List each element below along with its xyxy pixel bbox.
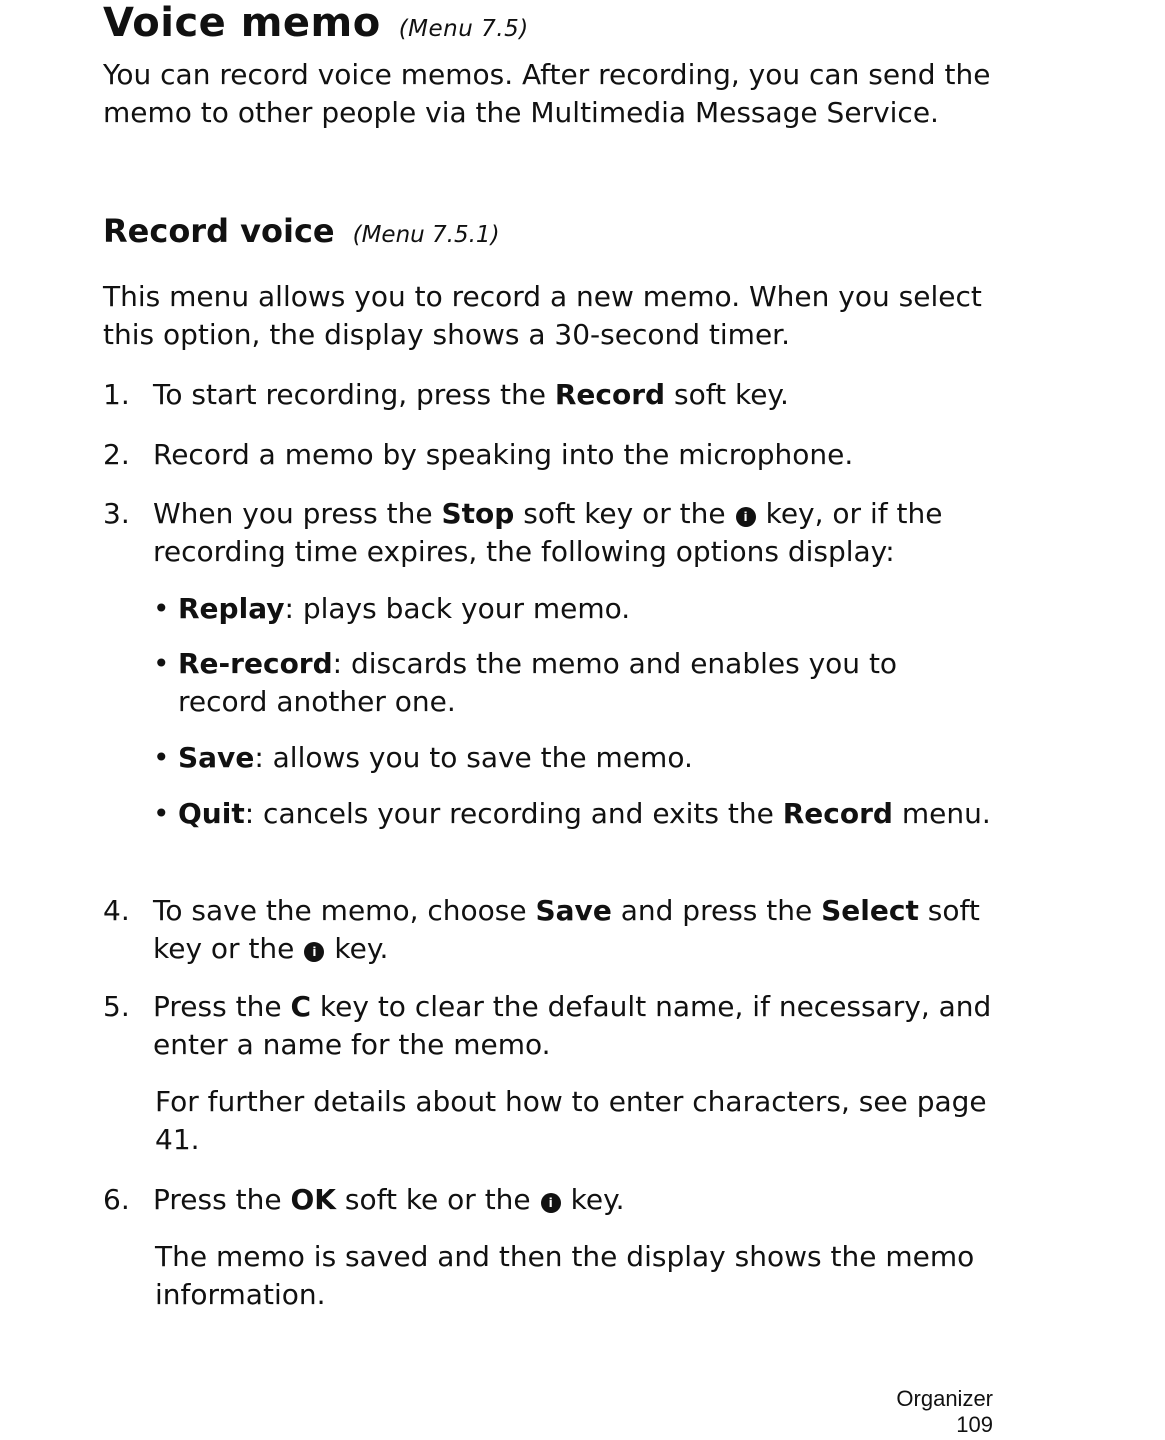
step-text: key, or if the recording time expires, the following options display:: [153, 497, 943, 568]
option-text: : cancels your recording and exits the: [244, 797, 783, 830]
subsection-title: Record voice: [103, 212, 335, 250]
option-text: : discards the memo and enables you to record another one.: [178, 647, 898, 718]
page-footer: [896, 1386, 993, 1438]
bullet: •: [153, 647, 170, 680]
step-5-note: For further details about how to enter characters, see page 41.: [155, 1085, 987, 1156]
step-text: soft key.: [665, 378, 789, 411]
save-keyword: Save: [535, 894, 612, 927]
step-1: [103, 376, 1003, 414]
option-label: Quit: [178, 797, 245, 830]
bullet: •: [153, 741, 170, 774]
option-label: Replay: [178, 592, 285, 625]
option-replay: [153, 590, 993, 628]
step-text: Record a memo by speaking into the microphone.: [153, 438, 854, 471]
section-title: Voice memo: [103, 0, 381, 46]
option-text: : allows you to save the memo.: [254, 741, 693, 774]
step-number: 3.: [103, 497, 130, 530]
step-3: [103, 495, 1003, 571]
section-menu-ref: (Menu 7.5): [398, 16, 529, 42]
step-number: 2.: [103, 438, 130, 471]
step-text: soft key or the: [153, 894, 980, 965]
step-number: 1.: [103, 378, 130, 411]
step-number: 6.: [103, 1183, 130, 1216]
step-2: [103, 436, 1003, 474]
step-text: When you press the: [153, 497, 442, 530]
step-4: [103, 892, 1003, 968]
record-keyword: Record: [554, 378, 666, 411]
ok-key-icon: i: [541, 1193, 561, 1213]
option-quit: [153, 795, 993, 833]
step-number: 5.: [103, 990, 130, 1023]
option-text: : plays back your memo.: [284, 592, 631, 625]
chapter-name: Organizer: [896, 1386, 993, 1411]
step-5: [103, 988, 1003, 1064]
select-keyword: Select: [821, 894, 919, 927]
subsection-menu-ref: (Menu 7.5.1): [352, 222, 500, 248]
step-text: To save the memo, choose: [153, 894, 536, 927]
record-keyword: Record: [782, 797, 893, 830]
step-text: and press the: [611, 894, 822, 927]
option-rerecord: [153, 645, 993, 721]
section-heading: [103, 0, 529, 46]
step-text: key.: [570, 1183, 625, 1216]
step-text: key to clear the default name, if necessary, and enter a name for the memo.: [153, 990, 992, 1061]
ok-keyword: OK: [290, 1183, 336, 1216]
option-label: Re-record: [178, 647, 333, 680]
c-key-keyword: C: [290, 990, 312, 1023]
section-intro: You can record voice memos. After recording, you can send the memo to other people via the Multimedia Message Service.: [103, 58, 991, 129]
stop-keyword: Stop: [441, 497, 515, 530]
option-save: [153, 739, 993, 777]
step-text: soft ke or the: [335, 1183, 531, 1216]
subsection-intro: This menu allows you to record a new memo. When you select this option, the display shows a 30-second timer.: [103, 280, 982, 351]
step-text: Press the: [153, 990, 291, 1023]
bullet: •: [153, 797, 170, 830]
step-number: 4.: [103, 894, 130, 927]
step-text: Press the: [153, 1183, 291, 1216]
step-text: key.: [334, 932, 389, 965]
step-text: soft key or the: [514, 497, 726, 530]
subsection-heading: [103, 212, 500, 250]
step-6: [103, 1181, 1003, 1219]
step-6-note: The memo is saved and then the display shows the memo information.: [155, 1240, 975, 1311]
ok-key-icon: i: [736, 507, 756, 527]
ok-key-icon: i: [304, 942, 324, 962]
option-text: menu.: [892, 797, 991, 830]
bullet: •: [153, 592, 170, 625]
option-label: Save: [178, 741, 255, 774]
step-text: To start recording, press the: [153, 378, 555, 411]
page-number: 109: [956, 1412, 993, 1437]
